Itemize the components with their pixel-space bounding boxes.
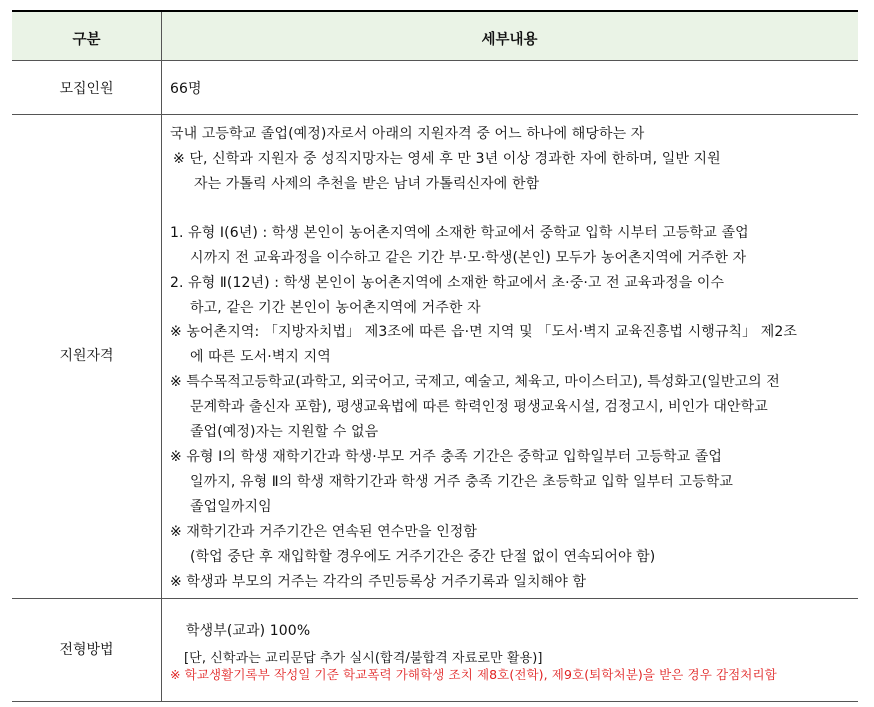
qual-line: 2. 유형 Ⅱ(12년) : 학생 본인이 농어촌지역에 소재한 학교에서 초·중·고 전 교육과정을 이수 <box>170 275 725 291</box>
qual-line: ※ 농어촌지역: 「지방자치법」 제3조에 따른 읍·면 지역 및 「도서·벽지 교육진흥법 시행규칙」 제2조 <box>170 324 798 340</box>
qual-line: 자는 가톨릭 사제의 추천을 받은 남녀 가톨릭신자에 한함 <box>194 176 540 192</box>
header-category: 구분 <box>72 32 101 48</box>
qual-line: 일까지, 유형 Ⅱ의 학생 재학기간과 학생 거주 충족 기간은 초등학교 입학 일부터 고등학교 <box>190 474 733 490</box>
qual-line: ※ 특수목적고등학교(과학고, 외국어고, 국제고, 예술고, 체육고, 마이스터고), 특성화고(일반고의 전 <box>170 374 780 390</box>
qual-line: 1. 유형 Ⅰ(6년) : 학생 본인이 농어촌지역에 소재한 학교에서 중학교 입학 시부터 고등학교 졸업 <box>170 225 749 241</box>
qual-line: ※ 유형 Ⅰ의 학생 재학기간과 학생·부모 거주 충족 기간은 중학교 입학일부터 고등학교 졸업 <box>170 449 723 465</box>
qual-line: 문계학과 출신자 포함), 평생교육법에 따른 학력인정 평생교육시설, 검정고시, 비인가 대안학교 <box>190 399 768 415</box>
table-row-qualification <box>12 115 858 599</box>
header-details: 세부내용 <box>481 32 538 48</box>
recruit-value: 66명 <box>170 81 202 97</box>
qual-line: 시까지 전 교육과정을 이수하고 같은 기간 부·모·학생(본인) 모두가 농어촌지역에 거주한 자 <box>190 250 747 266</box>
method-score: 학생부(교과) 100% <box>186 623 311 639</box>
qual-line: 졸업(예정)자는 지원할 수 없음 <box>190 424 379 440</box>
table-row-recruit <box>12 61 858 115</box>
table-header-row <box>12 12 858 61</box>
method-warning: ※ 학교생활기록부 작성일 기준 학교폭력 가해학생 조치 제8호(전학), 제9호(퇴학처분)을 받은 경우 감점처리함 <box>170 667 777 682</box>
qualification-label: 지원자격 <box>59 348 114 364</box>
table-row-method <box>12 599 858 702</box>
recruit-label: 모집인원 <box>59 81 114 97</box>
column-divider <box>161 12 162 702</box>
qual-line: 에 따른 도서·벽지 지역 <box>190 349 331 365</box>
qual-line: (학업 중단 후 재입학할 경우에도 거주기간은 중간 단절 없이 연속되어야 함) <box>190 549 656 565</box>
qual-line: ※ 재학기간과 거주기간은 연속된 연수만을 인정함 <box>170 524 478 540</box>
method-label: 전형방법 <box>59 642 114 658</box>
qual-line: 졸업일까지임 <box>190 499 272 515</box>
qual-line: ※ 학생과 부모의 거주는 각각의 주민등록상 거주기록과 일치해야 함 <box>170 574 587 590</box>
qual-line: 하고, 같은 기간 본인이 농어촌지역에 거주한 자 <box>190 300 481 316</box>
method-note: [단, 신학과는 교리문답 추가 실시(합격/불합격 자료로만 활용)] <box>184 651 543 666</box>
qual-line: 국내 고등학교 졸업(예정)자로서 아래의 지원자격 중 어느 하나에 해당하는 자 <box>170 126 645 142</box>
qual-line: ※ 단, 신학과 지원자 중 성직지망자는 영세 후 만 3년 이상 경과한 자에 한하며, 일반 지원 <box>173 151 721 167</box>
